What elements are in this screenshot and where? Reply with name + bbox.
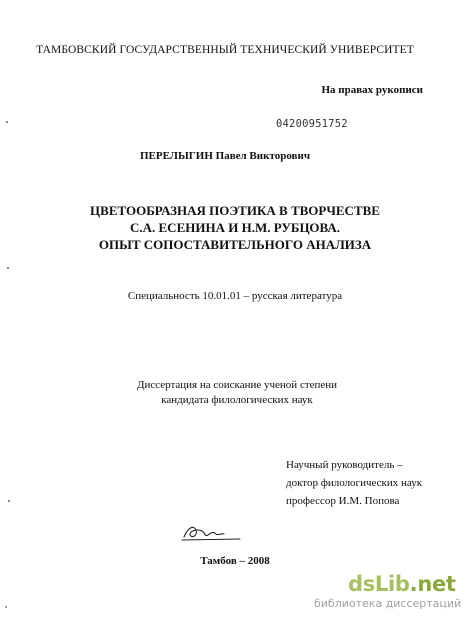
- signature-icon: [180, 521, 246, 545]
- dissertation-title: [60, 202, 410, 253]
- scan-speck: [7, 267, 9, 269]
- scan-speck: [6, 121, 8, 123]
- watermark: [314, 572, 462, 611]
- watermark-logo: dsLib.net: [348, 572, 456, 596]
- rights-note: На правах рукописи: [321, 84, 423, 96]
- author-name: ПЕРЕЛЫГИН Павел Викторович: [139, 150, 311, 162]
- supervisor-line-1: Научный руководитель –: [286, 459, 403, 471]
- supervisor-block: [286, 456, 422, 510]
- scan-speck: [8, 500, 10, 502]
- title-line-1: ЦВЕТООБРАЗНАЯ ПОЭТИКА В ТВОРЧЕСТВЕ: [90, 203, 380, 218]
- specialty: Специальность 10.01.01 – русская литература: [127, 290, 343, 302]
- watermark-subtitle: библиотека диссертаций: [314, 597, 462, 610]
- degree-line-2: кандидата филологических наук: [161, 394, 313, 406]
- document-code: 04200951752: [276, 118, 348, 130]
- supervisor-line-2: доктор филологических наук: [286, 477, 423, 489]
- signature: [180, 521, 246, 550]
- scan-speck: [5, 606, 7, 608]
- degree-statement: [0, 378, 474, 408]
- city-year: Тамбов – 2008: [200, 555, 270, 567]
- supervisor-line-3: профессор И.М. Попова: [286, 495, 400, 507]
- title-line-2: С.А. ЕСЕНИНА И Н.М. РУБЦОВА.: [129, 220, 341, 235]
- university-name: ТАМБОВСКИЙ ГОСУДАРСТВЕННЫЙ ТЕХНИЧЕСКИЙ УНИВЕРСИТЕТ: [36, 44, 414, 56]
- title-line-3: ОПЫТ СОПОСТАВИТЕЛЬНОГО АНАЛИЗА: [98, 237, 372, 252]
- degree-line-1: Диссертация на соискание ученой степени: [136, 379, 338, 391]
